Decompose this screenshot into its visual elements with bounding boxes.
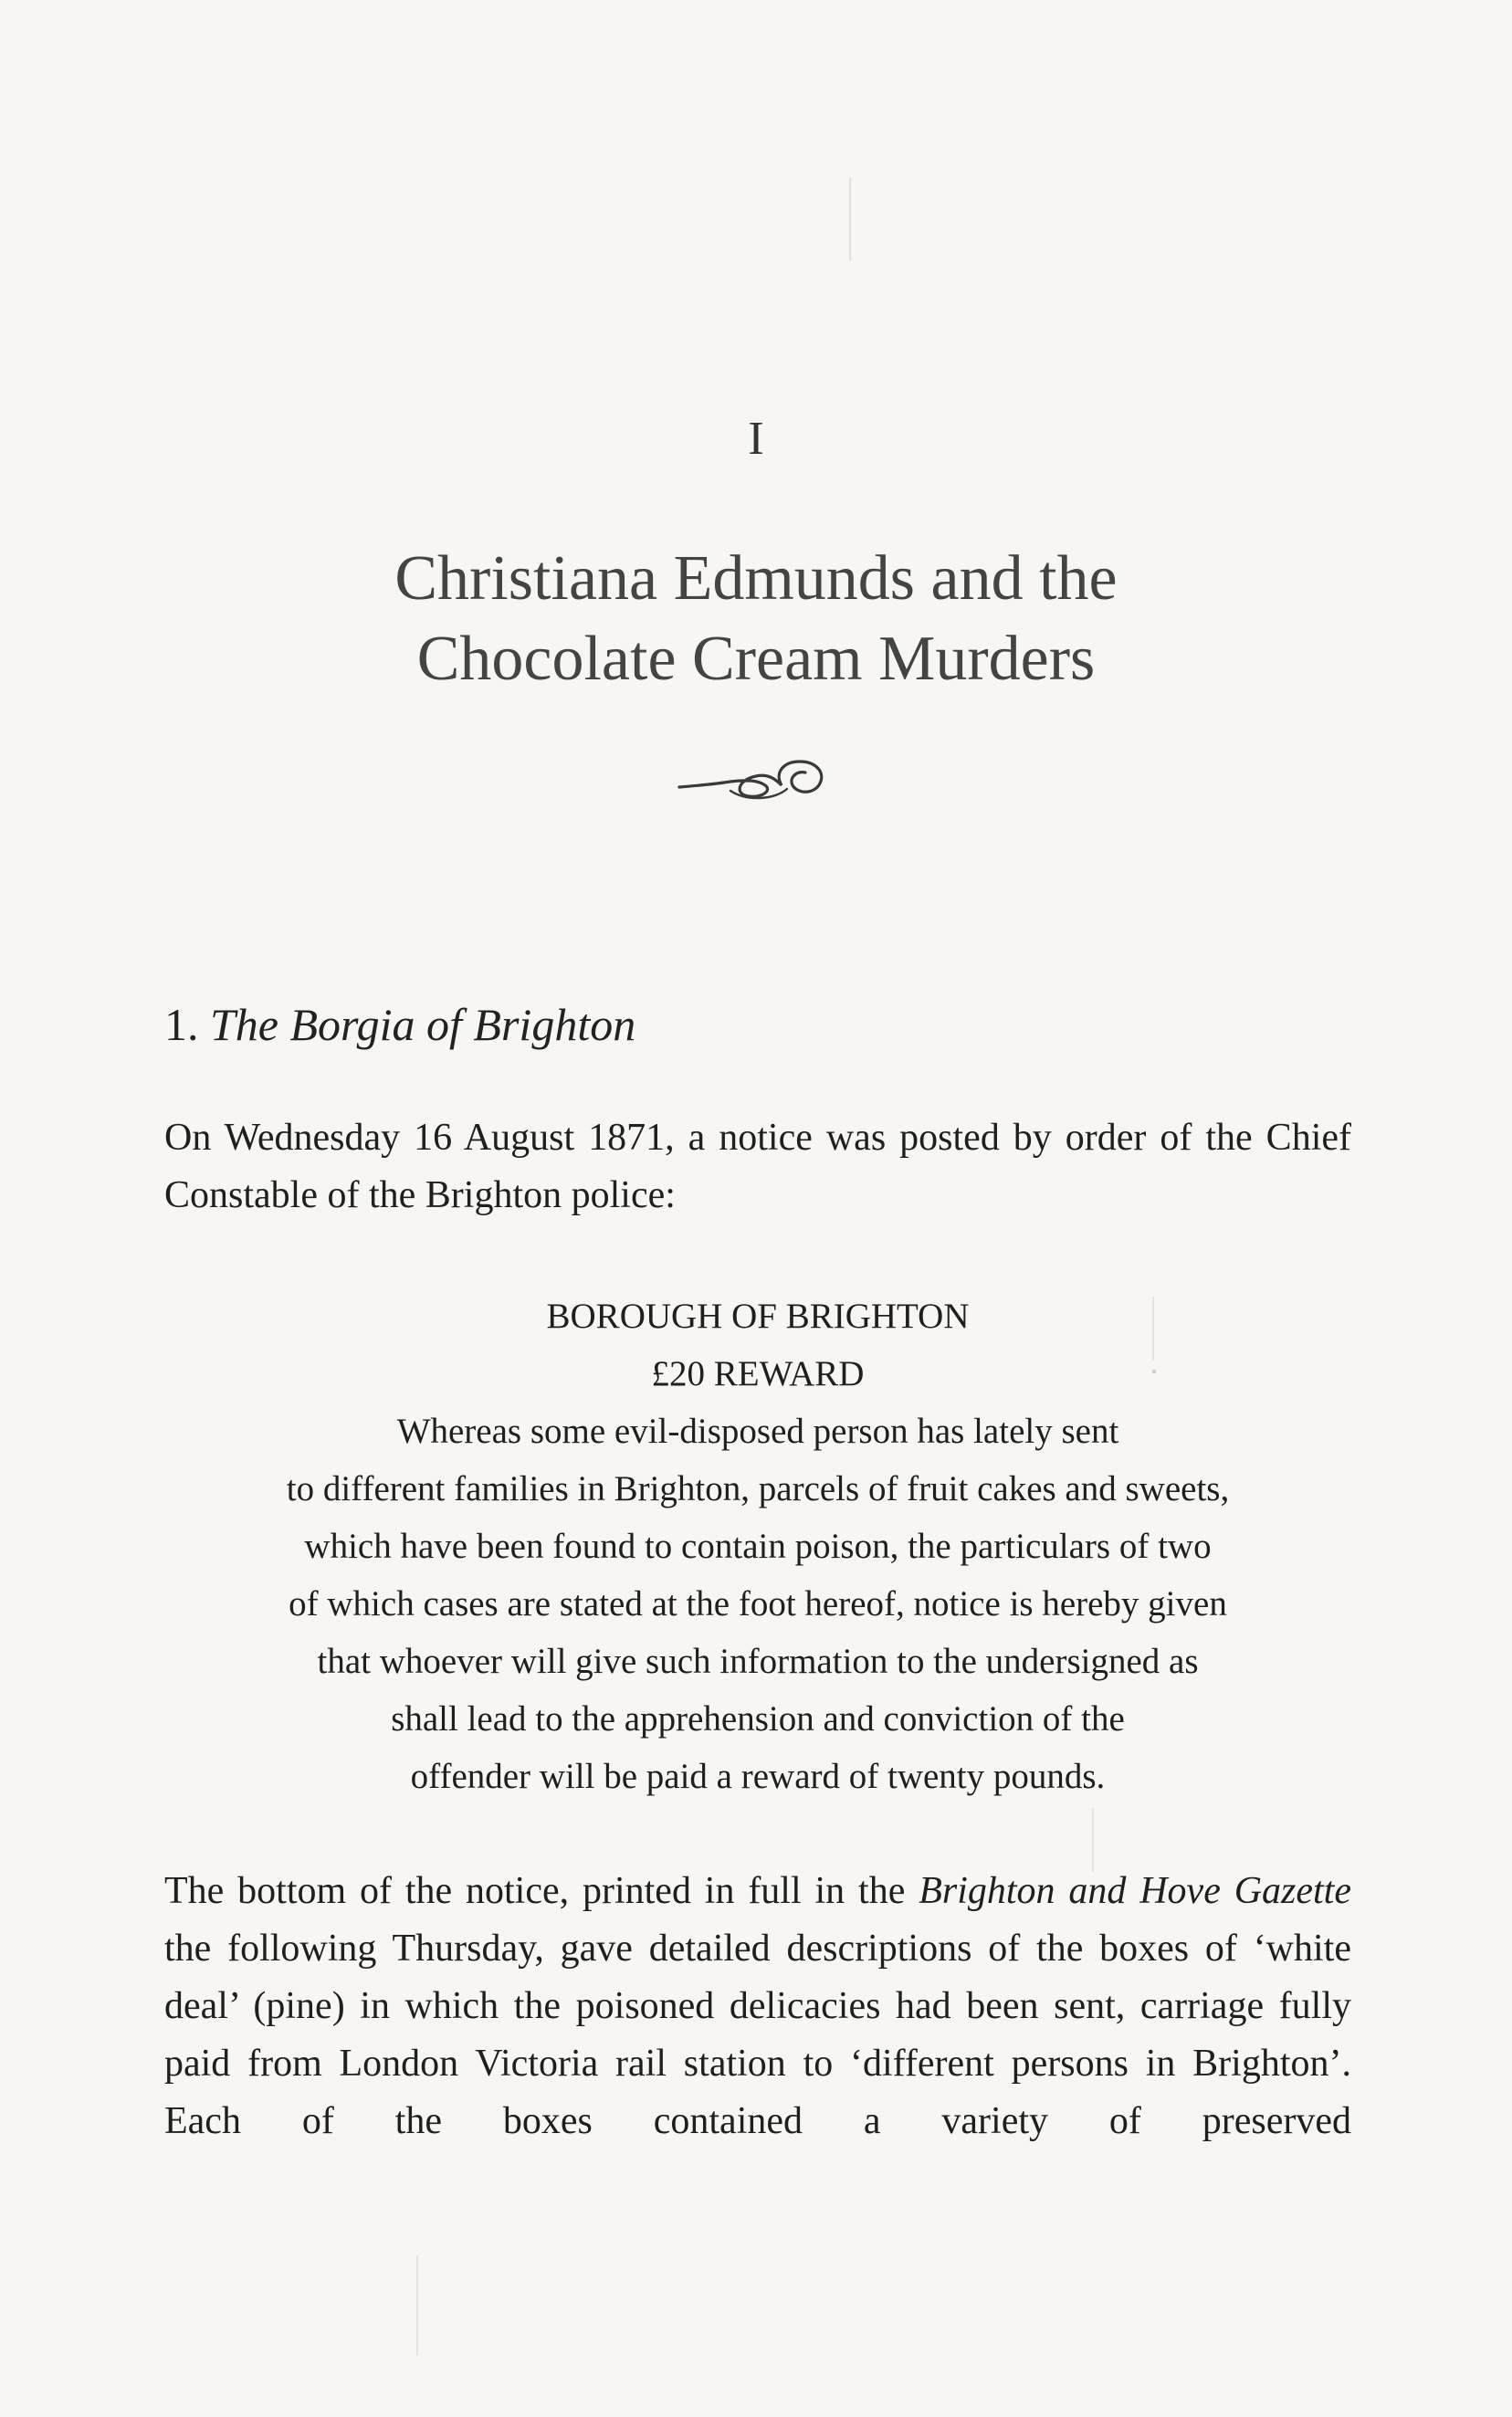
section-title: The Borgia of Brighton: [210, 999, 636, 1050]
chapter-number: I: [748, 413, 764, 465]
scan-mark: [849, 178, 851, 260]
scan-mark: [416, 2255, 418, 2356]
scan-mark: [1152, 1370, 1156, 1373]
closing-text-before: The bottom of the notice, printed in full in the: [164, 1870, 919, 1912]
notice-line: of which cases are stated at the foot hereof, notice is hereby given: [289, 1584, 1227, 1624]
notice-line: offender will be paid a reward of twenty pounds.: [410, 1757, 1106, 1796]
scan-mark: [1092, 1808, 1094, 1872]
chapter-title: [0, 539, 1512, 699]
closing-text-after: the following Thursday, gave detailed descriptions of the boxes of ‘white deal’ (pine) in which the poisoned delicacies had been sent, carriage fully paid from London Victoria rail station to ‘different persons in Brighton’. Each of the boxes contained a variety of preserved: [164, 1928, 1351, 2142]
chapter-title-line-2: Chocolate Cream Murders: [416, 624, 1096, 694]
notice-line: which have been found to contain poison, the particulars of two: [304, 1527, 1212, 1566]
scan-mark: [1152, 1297, 1154, 1361]
notice-reward: £20 REWARD: [651, 1354, 865, 1393]
notice-line: Whereas some evil-disposed person has lately sent: [396, 1412, 1119, 1451]
notice-line: to different families in Brighton, parcels of fruit cakes and sweets,: [286, 1469, 1230, 1508]
notice-line: shall lead to the apprehension and conviction of the: [391, 1699, 1125, 1739]
notice-line: that whoever will give such information to the undersigned as: [317, 1642, 1199, 1681]
newspaper-title: Brighton and Hove Gazette: [919, 1870, 1351, 1912]
section-heading: [164, 997, 635, 1052]
chapter-title-line-1: Christiana Edmunds and the: [394, 543, 1118, 614]
reward-notice: [164, 1287, 1351, 1805]
closing-paragraph: [164, 1863, 1351, 2150]
notice-heading: BOROUGH OF BRIGHTON: [546, 1297, 970, 1336]
flourish-ornament-icon: [674, 749, 838, 813]
intro-paragraph: On Wednesday 16 August 1871, a notice was posted by order of the Chief Constable of the Brighton police:: [164, 1117, 1351, 1216]
section-number: 1.: [164, 999, 199, 1050]
